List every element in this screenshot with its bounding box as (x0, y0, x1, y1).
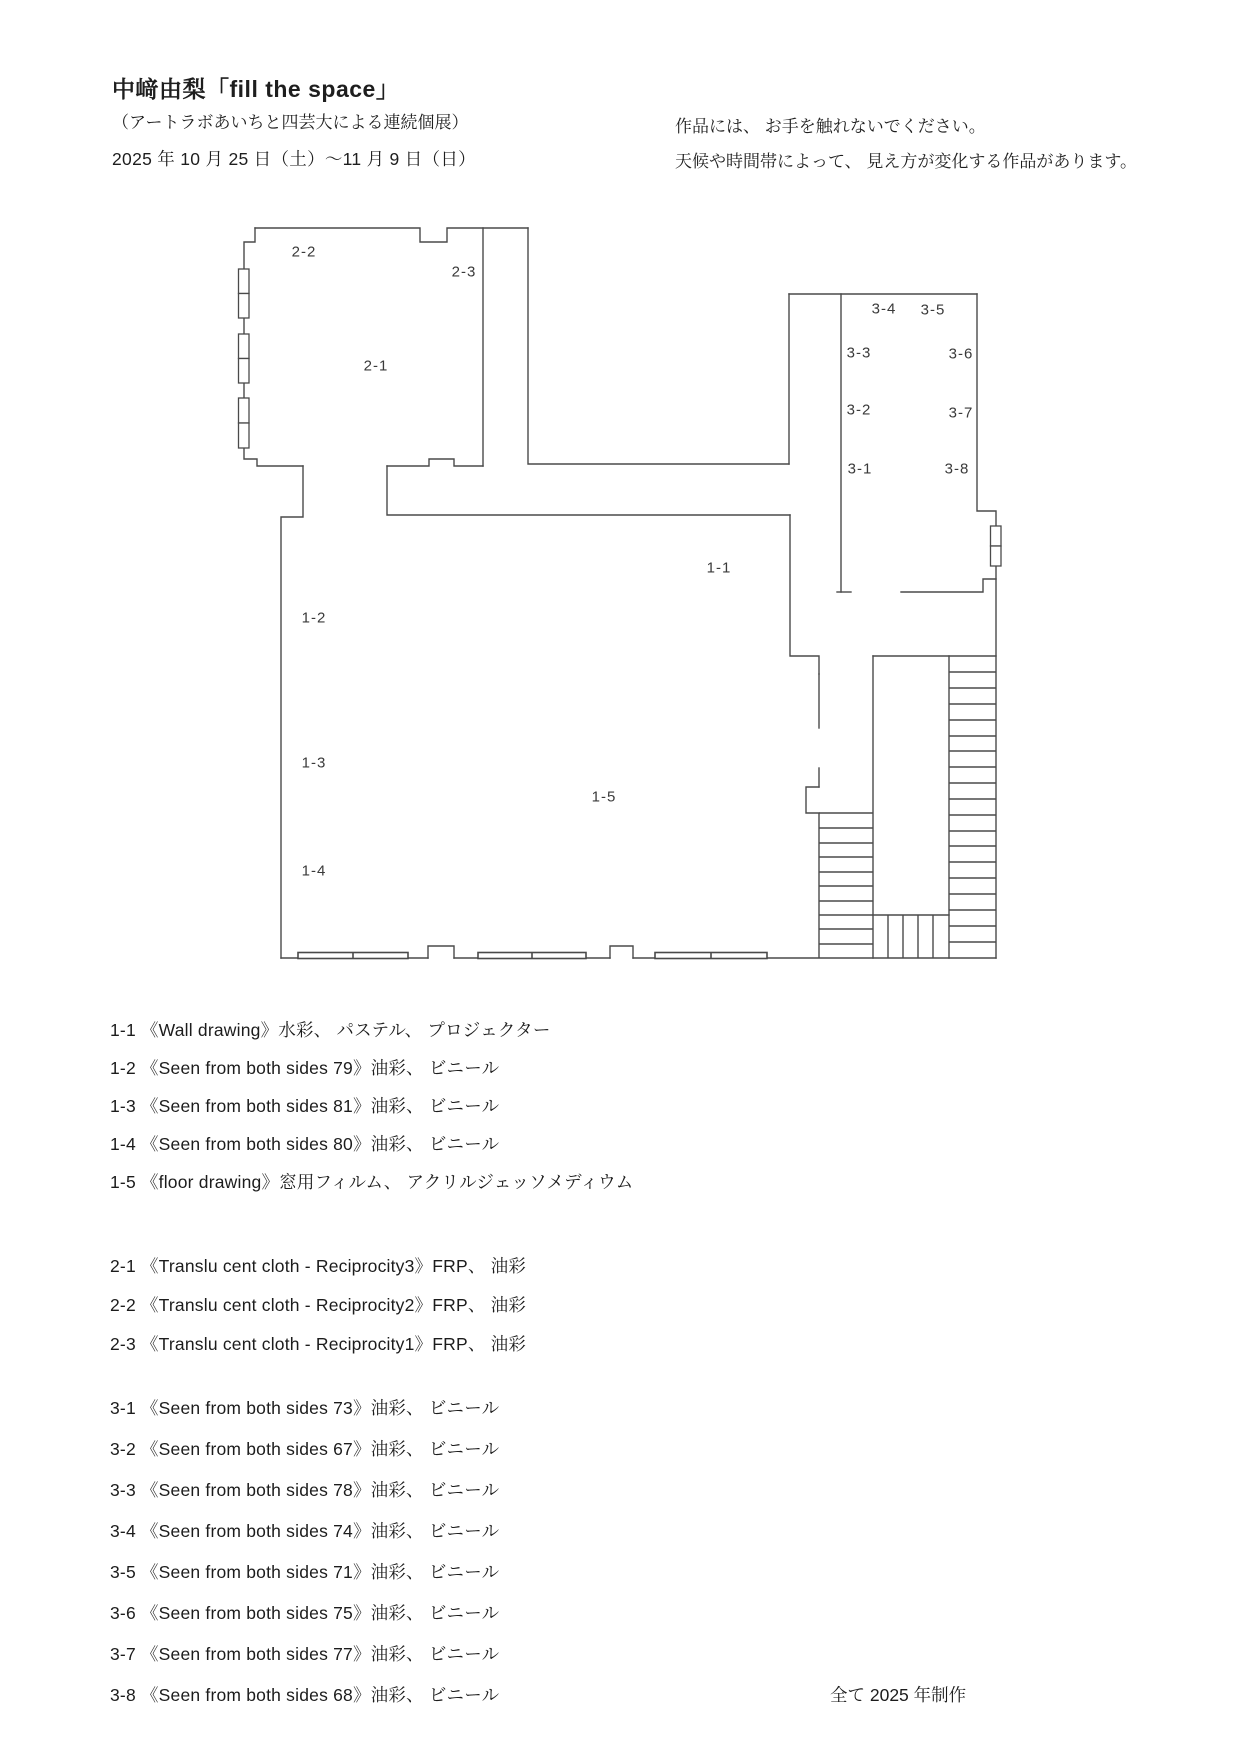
artwork-list-item: 3-4 《Seen from both sides 74》油彩、 ビニール (110, 1521, 500, 1541)
bottom-staircase (888, 915, 933, 958)
artwork-list-item: 3-8 《Seen from both sides 68》油彩、 ビニール (110, 1685, 500, 1705)
plan-label-3-5: 3-5 (920, 301, 946, 319)
artwork-list-item: 1-5 《floor drawing》窓用フィルム、 アクリルジェッソメディウム (110, 1172, 634, 1192)
floor-plan-drawing (210, 195, 1020, 985)
artwork-list-item: 1-4 《Seen from both sides 80》油彩、 ビニール (110, 1134, 500, 1154)
left-staircase (819, 813, 873, 958)
walls (244, 228, 996, 958)
exhibition-subtitle: （アートラボあいちと四芸大による連続個展） (112, 113, 469, 132)
plan-label-3-8: 3-8 (944, 460, 970, 478)
plan-label-3-3: 3-3 (846, 344, 872, 362)
plan-label-3-7: 3-7 (948, 404, 974, 422)
artwork-list-item: 2-1 《Translu cent cloth - Reciprocity3》FRP、 油彩 (110, 1256, 527, 1276)
artwork-list-item: 3-6 《Seen from both sides 75》油彩、 ビニール (110, 1603, 500, 1623)
plan-label-2-1: 2-1 (363, 357, 389, 375)
plan-label-1-4: 1-4 (301, 862, 327, 880)
plan-label-1-2: 1-2 (301, 609, 327, 627)
left-wall-windows (239, 269, 250, 448)
artwork-list-item: 2-3 《Translu cent cloth - Reciprocity1》FRP、 油彩 (110, 1334, 527, 1354)
artwork-list-item: 3-3 《Seen from both sides 78》油彩、 ビニール (110, 1480, 500, 1500)
plan-label-2-3: 2-3 (451, 263, 477, 281)
artwork-list-item: 1-1 《Wall drawing》水彩、 パステル、 プロジェクター (110, 1020, 551, 1040)
visitor-notice-line1: 作品には、 お手を触れないでください。 (675, 117, 986, 136)
plan-label-3-4: 3-4 (871, 300, 897, 318)
plan-label-3-6: 3-6 (948, 345, 974, 363)
artwork-list-item: 3-1 《Seen from both sides 73》油彩、 ビニール (110, 1398, 500, 1418)
bench-strips (298, 953, 767, 959)
right-staircase (949, 672, 996, 942)
plan-label-3-1: 3-1 (847, 460, 873, 478)
plan-label-3-2: 3-2 (846, 401, 872, 419)
plan-label-1-5: 1-5 (591, 788, 617, 806)
artwork-list-item: 2-2 《Translu cent cloth - Reciprocity2》FRP、 油彩 (110, 1295, 527, 1315)
artwork-list-item: 3-2 《Seen from both sides 67》油彩、 ビニール (110, 1439, 500, 1459)
floor-plan (210, 195, 1020, 985)
exhibition-dates: 2025 年 10 月 25 日（土）～11 月 9 日（日） (112, 149, 476, 169)
artwork-list-item: 1-3 《Seen from both sides 81》油彩、 ビニール (110, 1096, 500, 1116)
artwork-list-item: 1-2 《Seen from both sides 79》油彩、 ビニール (110, 1058, 500, 1078)
plan-label-1-3: 1-3 (301, 754, 327, 772)
artwork-list-item: 3-7 《Seen from both sides 77》油彩、 ビニール (110, 1644, 500, 1664)
plan-label-2-2: 2-2 (291, 243, 317, 261)
artwork-list-item: 3-5 《Seen from both sides 71》油彩、 ビニール (110, 1562, 500, 1582)
production-credit: 全て 2025 年制作 (830, 1685, 967, 1705)
exhibition-title: 中﨑由梨「fill the space」 (112, 76, 400, 102)
plan-label-1-1: 1-1 (706, 559, 732, 577)
visitor-notice-line2: 天候や時間帯によって、 見え方が変化する作品があります。 (675, 152, 1138, 171)
right-wall-window (991, 526, 1002, 566)
